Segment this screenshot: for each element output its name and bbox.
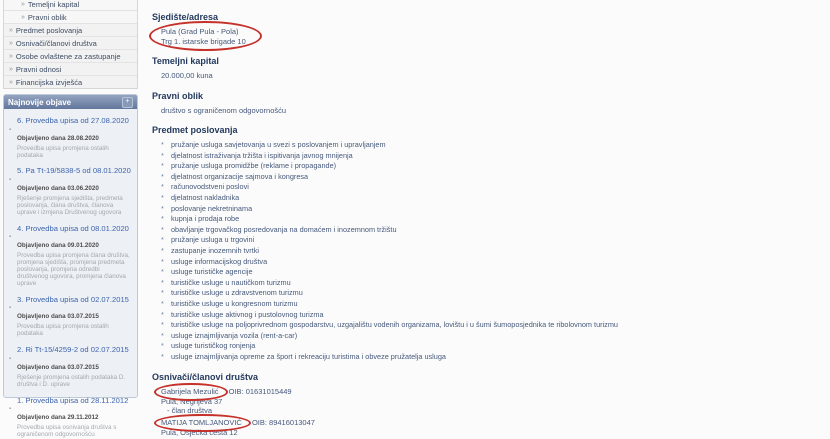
latest-publications-header	[4, 95, 137, 109]
asterisk-bullet-icon: *	[161, 245, 164, 255]
asterisk-bullet-icon: *	[161, 320, 164, 330]
member-address: Pula, Osječka cesta 12	[161, 428, 238, 438]
predmet-list-item	[161, 140, 824, 151]
bullet-icon: ▪	[9, 305, 12, 312]
predmet-list-item	[161, 352, 824, 363]
asterisk-bullet-icon: *	[161, 288, 164, 298]
predmet-list-item-text: djelatnost nakladnika	[171, 192, 240, 202]
sjediste-block-wrapper	[161, 27, 824, 46]
section-heading-oblik: Pravni oblik	[152, 90, 204, 101]
publication-entry-date: Objavljeno dana 03.06.2020	[17, 185, 99, 192]
publication-entry-link[interactable]: 3. Provedba upisa od 02.07.2015	[17, 294, 129, 304]
predmet-list-item	[161, 193, 824, 204]
publication-entry-date: Objavljeno dana 29.11.2012	[17, 414, 99, 422]
asterisk-bullet-icon: *	[161, 256, 164, 266]
predmet-list-item-text: usluge iznajmljivanja vozila (rent-a-car)	[171, 330, 298, 340]
predmet-list-item	[161, 257, 824, 268]
sidebar-nav-label: Osnivači/članovi društva	[15, 38, 97, 48]
predmet-list-item	[161, 235, 824, 246]
member-oib: OIB: 89416013047	[251, 418, 315, 428]
predmet-list-item	[161, 246, 824, 257]
predmet-list-item	[161, 278, 824, 289]
bullet-icon: ▪	[9, 234, 12, 241]
bullet-icon: ▪	[9, 355, 12, 362]
asterisk-bullet-icon: *	[161, 267, 164, 277]
sidebar-nav-label: Pravni odnosi	[15, 64, 62, 74]
publication-entry	[9, 223, 132, 288]
chevron-right-icon: »	[21, 13, 25, 21]
predmet-list-item-text: turističke usluge na poljoprivrednom gospodarstvu, uzgajalištu vodenih organizama, lovištu i u šumi šumoposjednika te ribolovnom turizmu	[171, 320, 618, 330]
predmet-list-item-text: pružanje usluga savjetovanja u svezi s poslovanjem i upravljanjem	[171, 140, 386, 149]
predmet-list-item	[161, 214, 824, 225]
predmet-list-item	[161, 182, 824, 193]
publication-entry-description: Provedba upisa osnivanja društva s ograničenom odgovornošću	[17, 424, 117, 439]
publication-entry	[9, 395, 132, 439]
publication-entry-metaline	[9, 177, 132, 195]
predmet-list	[161, 140, 824, 362]
feed-icon[interactable]: +	[122, 97, 133, 108]
predmet-list-item-text: poslovanje nekretninama	[171, 203, 253, 213]
publication-entry-metaline	[9, 234, 132, 252]
section-heading-osnivaci: Osnivači/članovi društva	[152, 372, 259, 383]
predmet-list-item	[161, 225, 824, 236]
sidebar-nav-label: Temeljni kapital	[27, 0, 80, 9]
chevron-right-icon: »	[21, 0, 25, 8]
asterisk-bullet-icon: *	[161, 192, 164, 202]
publication-entry-metaline	[9, 406, 132, 424]
asterisk-bullet-icon: *	[161, 171, 164, 181]
predmet-list-item-text: turističke usluge aktivnog i pustolovnog turizma	[171, 309, 324, 319]
asterisk-bullet-icon: *	[161, 341, 164, 351]
sidebar-nav-label: Predmet poslovanja	[15, 25, 83, 35]
publication-entry-description: Provedba upisa promjena člana društva, promjena sjedišta, promjena predmeta poslovanja, promjena odredbi društvenog ugovora, promjena članova uprave	[17, 252, 130, 287]
publication-entry-link[interactable]: 1. Provedba upisa od 28.11.2012	[17, 395, 129, 405]
predmet-list-item-text: usluge turističke agencije	[171, 267, 253, 277]
asterisk-bullet-icon: *	[161, 224, 164, 234]
chevron-right-icon: »	[9, 39, 13, 47]
predmet-list-item	[161, 204, 824, 215]
predmet-list-item-text: djelatnost organizacije sajmova i kongresa	[171, 171, 309, 181]
publication-entry-link[interactable]: 5. Pa Tt-19/5838-5 od 08.01.2020	[17, 166, 131, 176]
asterisk-bullet-icon: *	[161, 214, 164, 224]
asterisk-bullet-icon: *	[161, 330, 164, 340]
predmet-list-item	[161, 331, 824, 342]
publication-entry-description: Rješenje promjena ostalih podataka D. društva i D. uprave	[17, 373, 126, 388]
member-address: Pula, Negrijeva 37	[161, 397, 223, 407]
sidebar-nav-label: Financijska izvješća	[15, 77, 83, 87]
kapital-value: 20.000,00 kuna	[161, 71, 213, 80]
predmet-list-item-text: kupnja i prodaja robe	[171, 214, 240, 224]
sidebar-nav-item[interactable]	[4, 62, 137, 75]
predmet-list-item-text: turističke usluge u nautičkom turizmu	[171, 277, 291, 287]
chevron-right-icon: »	[9, 52, 13, 60]
publication-entry-date: Objavljeno dana 28.08.2020	[17, 134, 99, 142]
oblik-value: društvo s ograničenom odgovornošću	[161, 105, 287, 115]
annotation-ellipse-address	[161, 27, 246, 46]
member	[152, 387, 824, 416]
sjediste-street: Trg 1. istarske brigade 10	[161, 36, 246, 46]
member-line	[161, 418, 824, 428]
predmet-list-item-text: djelatnost istraživanja tržišta i ispitivanja javnog mnijenja	[171, 150, 353, 160]
predmet-list-item	[161, 310, 824, 321]
asterisk-bullet-icon: *	[161, 161, 164, 171]
sjediste-city: Pula (Grad Pula - Pola)	[161, 27, 239, 36]
asterisk-bullet-icon: *	[161, 277, 164, 287]
predmet-list-item-text: usluge turističkog ronjenja	[171, 341, 256, 351]
asterisk-bullet-icon: *	[161, 203, 164, 213]
predmet-list-item	[161, 299, 824, 310]
publication-entry-description: Rješenje promjena sjedišta, predmeta poslovanja, člana društva, članova uprave i izmjena Društvenog ugovora	[17, 195, 123, 216]
sidebar-nav-item[interactable]	[4, 23, 137, 36]
member-line	[161, 387, 824, 397]
predmet-list-item	[161, 161, 824, 172]
bullet-icon: ▪	[9, 126, 12, 133]
asterisk-bullet-icon: *	[161, 150, 164, 160]
asterisk-bullet-icon: *	[161, 309, 164, 319]
publication-entry-description: Provedba upisa promjena ostalih podataka	[17, 323, 109, 338]
chevron-right-icon: »	[9, 65, 13, 73]
asterisk-bullet-icon: *	[161, 140, 164, 149]
predmet-list-item-text: pružanje usluga u trgovini	[171, 235, 255, 245]
sidebar-nav-item[interactable]	[4, 10, 137, 23]
predmet-list-item-text: obavljanje trgovačkog posredovanja na domaćem i inozemnom tržištu	[171, 224, 397, 234]
predmet-list-item-text: turističke usluge u kongresnom turizmu	[171, 298, 298, 308]
publication-entry-date: Objavljeno dana 03.07.2015	[17, 363, 99, 371]
sidebar-nav	[3, 0, 138, 89]
publication-entry-metaline	[9, 305, 132, 323]
section-heading-sjediste: Sjedište/adresa	[152, 12, 219, 22]
publication-entry	[9, 116, 132, 159]
predmet-list-item-text: pružanje usluga promidžbe (reklame i propagande)	[171, 161, 337, 171]
predmet-list-item	[161, 288, 824, 299]
sidebar-nav-item[interactable]	[4, 0, 137, 10]
predmet-list-item	[161, 320, 824, 331]
publication-entry-date: Objavljeno dana 03.07.2015	[17, 313, 99, 321]
member-role: - član društva	[167, 406, 213, 416]
publication-entry-link[interactable]: 4. Provedba upisa od 08.01.2020	[17, 223, 129, 233]
latest-publications-title: Najnovije objave	[8, 97, 72, 107]
sidebar-nav-item[interactable]	[4, 36, 137, 49]
publication-entry-metaline	[9, 355, 132, 374]
sidebar-nav-label: Osobe ovlaštene za zastupanje	[15, 51, 121, 61]
sidebar-nav-item[interactable]	[4, 75, 137, 88]
publication-entry-date: Objavljeno dana 09.01.2020	[17, 242, 99, 250]
chevron-right-icon: »	[9, 78, 13, 86]
section-heading-predmet: Predmet poslovanja	[152, 125, 238, 135]
latest-publications-panel	[3, 94, 138, 439]
predmet-list-item-text: usluge iznajmljivanja opreme za šport i rekreaciju turistima i obveze pružatelja usluga	[171, 351, 446, 361]
predmet-list-item	[161, 341, 824, 352]
section-heading-kapital: Temeljni kapital	[152, 56, 219, 66]
publication-entry	[9, 294, 132, 338]
asterisk-bullet-icon: *	[161, 235, 164, 245]
sidebar-nav-label: Pravni oblik	[27, 12, 67, 22]
predmet-list-item-text: računovodstveni poslovi	[171, 182, 249, 192]
bullet-icon: ▪	[9, 177, 12, 183]
asterisk-bullet-icon: *	[161, 182, 164, 192]
bullet-icon: ▪	[9, 406, 12, 413]
member-name: Gabrijela Mezulić	[161, 387, 219, 397]
chevron-right-icon: »	[9, 26, 13, 34]
publication-entry-link[interactable]: 6. Provedba upisa od 27.08.2020	[17, 116, 129, 125]
publication-entry-description: Provedba upisa promjena ostalih podataka	[17, 144, 109, 159]
publication-entry-metaline	[9, 126, 132, 145]
publication-entry-link[interactable]: 2. Ri Tt-15/4259-2 od 02.07.2015	[17, 345, 129, 355]
predmet-list-item-text: zastupanje inozemnih tvrtki	[171, 245, 260, 255]
publication-entry	[9, 345, 132, 388]
asterisk-bullet-icon: *	[161, 298, 164, 308]
member-oib: OIB: 01631015449	[228, 387, 292, 397]
company-details	[152, 2, 824, 437]
predmet-list-item	[161, 267, 824, 278]
predmet-list-item	[161, 172, 824, 183]
publication-entry	[9, 166, 132, 216]
predmet-list-item-text: usluge informacijskog društva	[171, 256, 268, 266]
predmet-list-item-text: turističke usluge u zdravstvenom turizmu	[171, 288, 303, 298]
member	[152, 418, 824, 437]
sidebar-nav-item[interactable]	[4, 49, 137, 62]
asterisk-bullet-icon: *	[161, 351, 164, 361]
predmet-list-item	[161, 151, 824, 162]
member-name: MATIJA TOMLJANOVIĆ	[161, 418, 242, 428]
